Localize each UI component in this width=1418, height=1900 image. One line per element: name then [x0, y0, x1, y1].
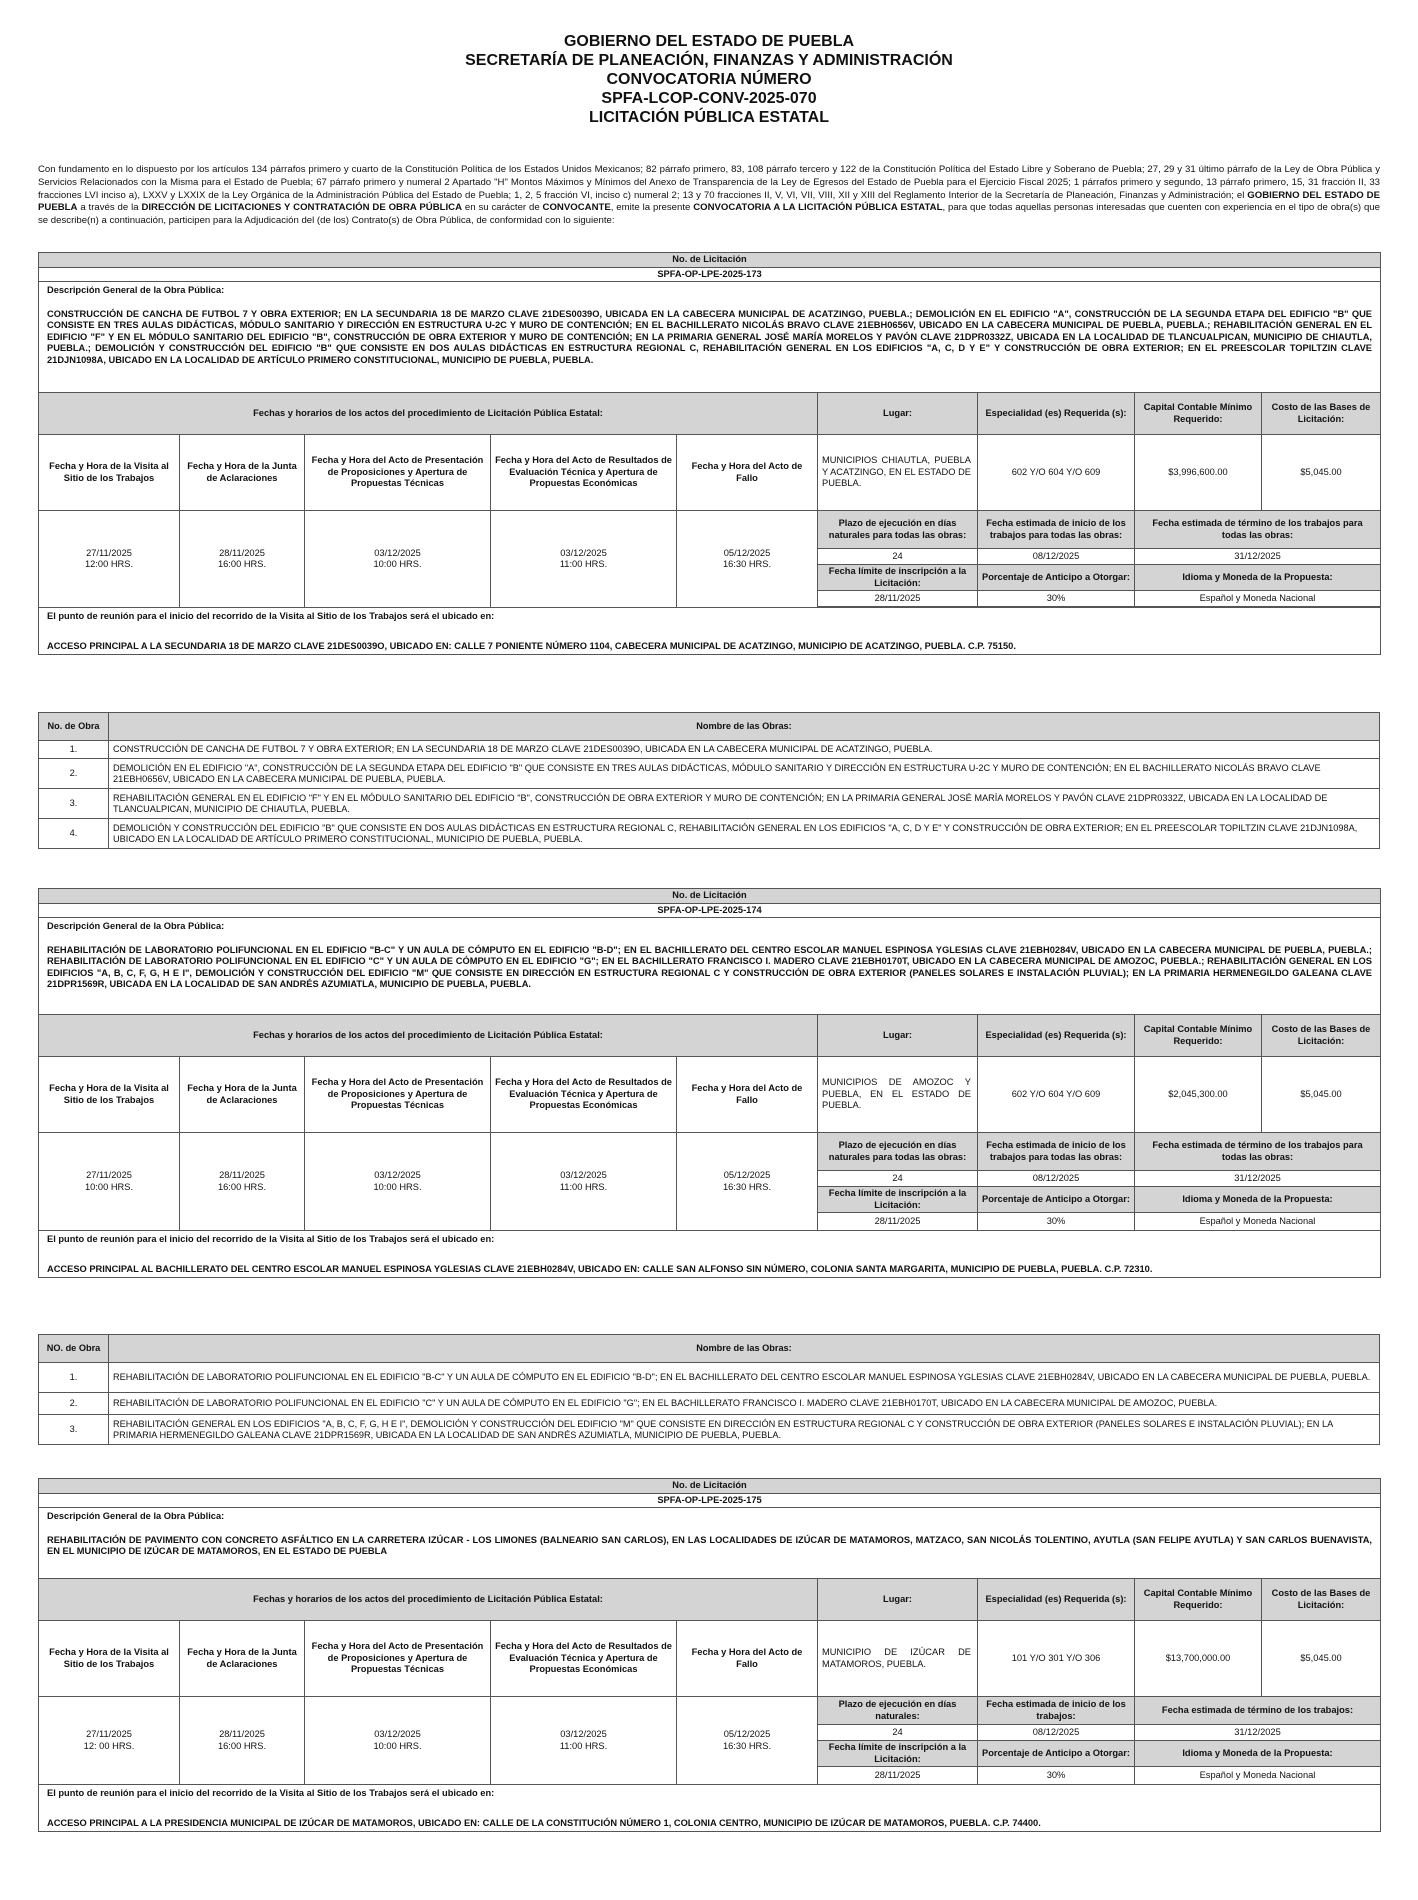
obras-table-173 — [38, 712, 1380, 849]
capital-label: Capital Contable Mínimo Requerido: — [1135, 1015, 1262, 1057]
no-licitacion-label: No. de Licitación — [39, 1479, 1381, 1494]
header-line-tipo: LICITACIÓN PÚBLICA ESTATAL — [589, 109, 829, 126]
capital-label: Capital Contable Mínimo Requerido: — [1135, 393, 1262, 435]
plazo-label: Plazo de ejecución en días naturales para todas las obras: — [818, 511, 978, 549]
presentacion-value: 03/12/2025 10:00 HRS. — [305, 1133, 491, 1231]
idioma-label: Idioma y Moneda de la Propuesta: — [1135, 1741, 1381, 1767]
inicio-value: 08/12/2025 — [978, 1725, 1135, 1741]
visita-value: 27/11/2025 10:00 HRS. — [39, 1133, 180, 1231]
header-line-secretaria: SECRETARÍA DE PLANEACIÓN, FINANZAS Y ADMINISTRACIÓN — [465, 52, 953, 69]
visita-label: Fecha y Hora de la Visita al Sitio de los Trabajos — [39, 1057, 180, 1133]
no-licitacion-label: No. de Licitación — [39, 889, 1381, 904]
header-line-numero: SPFA-LCOP-CONV-2025-070 — [601, 90, 817, 107]
table-row: 2. REHABILITACIÓN DE LABORATORIO POLIFUNCIONAL EN EL EDIFICIO "C" Y UN AULA DE CÓMPUTO EN EL EDIFICIO "G"; EN EL BACHILLERATO FRANCISCO I. MADERO CLAVE 21EBH0170T, UBICADO EN LA CABECERA MUNICIPAL DE AMOZOC, PUEBLA. — [39, 1393, 1380, 1415]
descripcion-label: Descripción General de la Obra Pública: — [47, 285, 225, 295]
licitacion-table — [38, 1478, 1381, 1832]
descripcion-cell — [39, 282, 1381, 393]
lugar-label: Lugar: — [818, 393, 978, 435]
punto-reunion-text: ACCESO PRINCIPAL A LA SECUNDARIA 18 DE MARZO CLAVE 21DES0039O, UBICADO EN: CALLE 7 PONIENTE NÚMERO 1104, CABECERA MUNICIPAL DE ACATZINGO, MUNICIPIO DE ACATZINGO, PUEBLA. C.P. 75150. — [47, 640, 1016, 651]
capital-value: $2,045,300.00 — [1135, 1057, 1262, 1133]
inicio-value: 08/12/2025 — [978, 1171, 1135, 1187]
visita-value: 27/11/2025 12:00 HRS. — [39, 511, 180, 608]
costo-value: $5,045.00 — [1262, 1057, 1381, 1133]
descripcion-label: Descripción General de la Obra Pública: — [47, 921, 225, 931]
especialidad-label: Especialidad (es) Requerida (s): — [978, 393, 1135, 435]
presentacion-label: Fecha y Hora del Acto de Presentación de Proposiciones y Apertura de Propuestas Técnicas — [305, 1057, 491, 1133]
capital-value: $13,700,000.00 — [1135, 1621, 1262, 1697]
limite-label: Fecha límite de inscripción a la Licitación: — [818, 1187, 978, 1213]
anticipo-value: 30% — [978, 591, 1135, 607]
resultados-value: 03/12/2025 11:00 HRS. — [491, 1697, 677, 1785]
inicio-label: Fecha estimada de inicio de los trabajos para todas las obras: — [978, 511, 1135, 549]
limite-label: Fecha límite de inscripción a la Licitación: — [818, 1741, 978, 1767]
licitacion-section-174 — [38, 888, 1380, 1278]
termino-value: 31/12/2025 — [1135, 549, 1381, 565]
costo-label: Costo de las Bases de Licitación: — [1262, 393, 1381, 435]
lugar-value: MUNICIPIO DE IZÚCAR DE MATAMOROS, PUEBLA. — [818, 1621, 978, 1697]
lugar-value: MUNICIPIOS DE AMOZOC Y PUEBLA, EN EL ESTADO DE PUEBLA. — [818, 1057, 978, 1133]
idioma-value: Español y Moneda Nacional — [1135, 1767, 1381, 1785]
costo-value: $5,045.00 — [1262, 1621, 1381, 1697]
table-row: 3. REHABILITACIÓN GENERAL EN LOS EDIFICIOS "A, B, C, F, G, H E I", DEMOLICIÓN Y CONSTRUCCIÓN DEL EDIFICIO "M" QUE CONSISTE EN DIRECCIÓN EN ESTRUCTURA REGIONAL C Y CONSTRUCCIÓN DE OBRA EXTERIOR (PANELES SOLARES E INSTALACIÓN PLUVIAL); EN LA PRIMARIA HERMENEGILDO GALEANA CLAVE 21DPR1569R, UBICADA EN LA LOCALIDAD DE SAN ANDRÉS AZUMIATLA, MUNICIPIO DE PUEBLA, PUEBLA. — [39, 1415, 1380, 1445]
anticipo-label: Porcentaje de Anticipo a Otorgar: — [978, 565, 1135, 591]
punto-reunion-text: ACCESO PRINCIPAL AL BACHILLERATO DEL CENTRO ESCOLAR MANUEL ESPINOSA YGLESIAS CLAVE 21EBH0284V, UBICADO EN: CALLE SAN ALFONSO SIN NÚMERO, COLONIA SANTA MARGARITA, MUNICIPIO DE PUEBLA, PUEBLA. C.P. 72310. — [47, 1263, 1153, 1274]
termino-label: Fecha estimada de término de los trabajos para todas las obras: — [1135, 511, 1381, 549]
fallo-label: Fecha y Hora del Acto de Fallo — [677, 1057, 818, 1133]
table-row: 3. REHABILITACIÓN GENERAL EN EL EDIFICIO "F" Y EN EL MÓDULO SANITARIO DEL EDIFICIO "B", CONSTRUCCIÓN DE OBRA EXTERIOR Y MURO DE CONTENCIÓN; EN LA PRIMARIA GENERAL JOSÉ MARÍA MORELOS Y PAVÓN CLAVE 21DPR0332Z, UBICADA EN LA LOCALIDAD DE TLANCUALPICAN, MUNICIPIO DE CHIAUTLA, PUEBLA. — [39, 789, 1380, 819]
licitacion-section-175 — [38, 1478, 1380, 1832]
costo-value: $5,045.00 — [1262, 435, 1381, 511]
punto-reunion-cell — [39, 1231, 1381, 1278]
resultados-value: 03/12/2025 11:00 HRS. — [491, 511, 677, 608]
junta-label: Fecha y Hora de la Junta de Aclaraciones — [180, 1057, 305, 1133]
anticipo-label: Porcentaje de Anticipo a Otorgar: — [978, 1187, 1135, 1213]
resultados-label: Fecha y Hora del Acto de Resultados de Evaluación Técnica y Apertura de Propuestas Económicas — [491, 435, 677, 511]
fechas-horarios-label: Fechas y horarios de los actos del procedimiento de Licitación Pública Estatal: — [39, 393, 818, 435]
table-row: 2. DEMOLICIÓN EN EL EDIFICIO "A", CONSTRUCCIÓN DE LA SEGUNDA ETAPA DEL EDIFICIO "B" QUE CONSISTE EN TRES AULAS DIDÁCTICAS, MÓDULO SANITARIO Y DIRECCIÓN EN ESTRUCTURA U-2C Y MURO DE CONTENCIÓN; EN EL BACHILLERATO NICOLÁS BRAVO CLAVE 21EBH0656V, UBICADO EN LA CABECERA MUNICIPAL DE PUEBLA, PUEBLA. — [39, 759, 1380, 789]
presentacion-label: Fecha y Hora del Acto de Presentación de Proposiciones y Apertura de Propuestas Técnicas — [305, 1621, 491, 1697]
junta-label: Fecha y Hora de la Junta de Aclaraciones — [180, 1621, 305, 1697]
termino-label: Fecha estimada de término de los trabajos para todas las obras: — [1135, 1133, 1381, 1171]
limite-value: 28/11/2025 — [818, 591, 978, 607]
anticipo-value: 30% — [978, 1213, 1135, 1231]
inicio-label: Fecha estimada de inicio de los trabajos: — [978, 1697, 1135, 1725]
termino-value: 31/12/2025 — [1135, 1725, 1381, 1741]
fechas-horarios-label: Fechas y horarios de los actos del procedimiento de Licitación Pública Estatal: — [39, 1579, 818, 1621]
document-header — [0, 0, 1418, 127]
descripcion-text: REHABILITACIÓN DE LABORATORIO POLIFUNCIONAL EN EL EDIFICIO "B-C" Y UN AULA DE CÓMPUTO EN EL EDIFICIO "B-D"; EN EL BACHILLERATO DEL CENTRO ESCOLAR MANUEL ESPINOSA YGLESIAS CLAVE 21EBH0284V, UBICADO EN LA CABECERA MUNICIPAL DE PUEBLA, PUEBLA.; REHABILITACIÓN DE LABORATORIO POLIFUNCIONAL EN EL EDIFICIO "C" Y UN AULA DE CÓMPUTO EN EL EDIFICIO "G"; EN EL BACHILLERATO FRANCISCO I. MADERO CLAVE 21EBH0170T, UBICADO EN LA CABECERA MUNICIPAL DE AMOZOC, PUEBLA.; REHABILITACIÓN GENERAL EN LOS EDIFICIOS "A, B, C, F, G, H E I", DEMOLICIÓN Y CONSTRUCCIÓN DEL EDIFICIO "M" QUE CONSISTE EN DIRECCIÓN EN ESTRUCTURA REGIONAL C Y CONSTRUCCIÓN DE OBRA EXTERIOR (PANELES SOLARES E INSTALACIÓN PLUVIAL); EN LA PRIMARIA HERMENEGILDO GALEANA CLAVE 21DPR1569R, UBICADA EN LA LOCALIDAD DE SAN ANDRÉS AZUMIATLA, MUNICIPIO DE PUEBLA, PUEBLA. — [47, 944, 1372, 989]
idioma-value: Español y Moneda Nacional — [1135, 591, 1381, 607]
junta-value: 28/11/2025 16:00 HRS. — [180, 1133, 305, 1231]
lugar-value: MUNICIPIOS CHIAUTLA, PUEBLA Y ACATZINGO, EN EL ESTADO DE PUEBLA. — [818, 435, 978, 511]
resultados-label: Fecha y Hora del Acto de Resultados de Evaluación Técnica y Apertura de Propuestas Económicas — [491, 1057, 677, 1133]
visita-label: Fecha y Hora de la Visita al Sitio de los Trabajos — [39, 1621, 180, 1697]
no-licitacion-label: No. de Licitación — [39, 253, 1381, 268]
idioma-label: Idioma y Moneda de la Propuesta: — [1135, 1187, 1381, 1213]
visita-value: 27/11/2025 12: 00 HRS. — [39, 1697, 180, 1785]
costo-label: Costo de las Bases de Licitación: — [1262, 1015, 1381, 1057]
header-line-gobierno: GOBIERNO DEL ESTADO DE PUEBLA — [563, 33, 855, 50]
plazo-value: 24 — [818, 549, 978, 565]
especialidad-value: 101 Y/O 301 Y/O 306 — [978, 1621, 1135, 1697]
intro-paragraph: Con fundamento en lo dispuesto por los artículos 134 párrafos primero y cuarto de la Constitución Política de los Estados Unidos Mexicanos; 82 párrafo primero, 83, 108 párrafo tercero y 122 de la Constitución Política del Estado Libre y Soberano de Puebla; 27, 29 y 31 último párrafo de la Ley de Obra Pública y Servicios Relacionados con la Misma para el Estado de Puebla; 67 párrafo primero y numeral 2 Apartado "H" Montos Máximos y Mínimos del Anexo de Transparencia de la Ley de Egresos del Estado de Puebla para el Ejercicio Fiscal 2025; 1 párrafos primero y segundo, 13 párrafo primero, 15, 31 fracción II, 33 fracciones LVI inciso a), LXXV y LXXIX de la Ley Orgánica de la Administración Pública del Estado de Puebla; 1, 2, 5 fracción VI, inciso c) numeral 2; 13 y 70 fracciones II, V, VI, VII, VIII, XII y XIII del Reglamento Interior de la Secretaría de Planeación, Finanzas y Administración; el GOBIERNO DEL ESTADO DE PUEBLA a través de la DIRECCIÓN DE LICITACIONES Y CONTRATACIÓN DE OBRA PÚBLICA en su carácter de CONVOCANTE, emite la presente CONVOCATORIA A LA LICITACIÓN PÚBLICA ESTATAL, para que todas aquellas personas interesadas que cuenten con experiencia en el tipo de obra(s) que se describe(n) a continuación, participen para la Adjudicación del (de los) Contrato(s) de Obra Pública, de conformidad con lo siguiente: — [38, 164, 1380, 227]
termino-label: Fecha estimada de término de los trabajos: — [1135, 1697, 1381, 1725]
visita-label: Fecha y Hora de la Visita al Sitio de los Trabajos — [39, 435, 180, 511]
licitacion-table — [38, 888, 1381, 1278]
table-row: 1. CONSTRUCCIÓN DE CANCHA DE FUTBOL 7 Y OBRA EXTERIOR; EN LA SECUNDARIA 18 DE MARZO CLAVE 21DES0039O, UBICADA EN LA CABECERA MUNICIPAL DE ACATZINGO, PUEBLA. — [39, 741, 1380, 759]
table-row: 1. REHABILITACIÓN DE LABORATORIO POLIFUNCIONAL EN EL EDIFICIO "B-C" Y UN AULA DE CÓMPUTO EN EL EDIFICIO "B-D"; EN EL BACHILLERATO DEL CENTRO ESCOLAR MANUEL ESPINOSA YGLESIAS CLAVE 21EBH0284V, UBICADO EN LA CABECERA MUNICIPAL DE PUEBLA, PUEBLA. — [39, 1363, 1380, 1393]
junta-label: Fecha y Hora de la Junta de Aclaraciones — [180, 435, 305, 511]
anticipo-label: Porcentaje de Anticipo a Otorgar: — [978, 1741, 1135, 1767]
no-obra-label: NO. de Obra — [39, 1335, 109, 1363]
descripcion-cell — [39, 1508, 1381, 1579]
nombre-obras-label: Nombre de las Obras: — [109, 713, 1380, 741]
limite-value: 28/11/2025 — [818, 1767, 978, 1785]
lugar-label: Lugar: — [818, 1015, 978, 1057]
licitacion-section-173 — [38, 252, 1380, 655]
table-row: 4. DEMOLICIÓN Y CONSTRUCCIÓN DEL EDIFICIO "B" QUE CONSISTE EN DOS AULAS DIDÁCTICAS EN ESTRUCTURA REGIONAL C, REHABILITACIÓN GENERAL EN LOS EDIFICIOS "A, C, D Y E" Y CONSTRUCCIÓN DE OBRA EXTERIOR; EN EL PREESCOLAR TOPILTZIN CLAVE 21DJN1098A, UBICADO EN LA LOCALIDAD DE ARTÍCULO PRIMERO CONSTITUCIONAL, MUNICIPIO DE PUEBLA, PUEBLA. — [39, 819, 1380, 849]
capital-label: Capital Contable Mínimo Requerido: — [1135, 1579, 1262, 1621]
termino-value: 31/12/2025 — [1135, 1171, 1381, 1187]
licitacion-number: SPFA-OP-LPE-2025-174 — [39, 903, 1381, 918]
plazo-value: 24 — [818, 1725, 978, 1741]
plazo-value: 24 — [818, 1171, 978, 1187]
especialidad-value: 602 Y/O 604 Y/O 609 — [978, 1057, 1135, 1133]
costo-label: Costo de las Bases de Licitación: — [1262, 1579, 1381, 1621]
especialidad-label: Especialidad (es) Requerida (s): — [978, 1579, 1135, 1621]
limite-label: Fecha límite de inscripción a la Licitación: — [818, 565, 978, 591]
descripcion-label: Descripción General de la Obra Pública: — [47, 1511, 225, 1521]
plazo-label: Plazo de ejecución en días naturales: — [818, 1697, 978, 1725]
idioma-value: Español y Moneda Nacional — [1135, 1213, 1381, 1231]
fallo-label: Fecha y Hora del Acto de Fallo — [677, 435, 818, 511]
plazo-label: Plazo de ejecución en días naturales para todas las obras: — [818, 1133, 978, 1171]
junta-value: 28/11/2025 16:00 HRS. — [180, 511, 305, 608]
licitacion-table — [38, 252, 1381, 655]
lugar-label: Lugar: — [818, 1579, 978, 1621]
anticipo-value: 30% — [978, 1767, 1135, 1785]
fallo-value: 05/12/2025 16:30 HRS. — [677, 1133, 818, 1231]
licitacion-number: SPFA-OP-LPE-2025-173 — [39, 267, 1381, 282]
especialidad-value: 602 Y/O 604 Y/O 609 — [978, 435, 1135, 511]
punto-reunion-cell — [39, 1785, 1381, 1832]
limite-value: 28/11/2025 — [818, 1213, 978, 1231]
descripcion-text: CONSTRUCCIÓN DE CANCHA DE FUTBOL 7 Y OBRA EXTERIOR; EN LA SECUNDARIA 18 DE MARZO CLAVE 21DES0039O, UBICADA EN LA CABECERA MUNICIPAL DE ACATZINGO, PUEBLA.; DEMOLICIÓN EN EL EDIFICIO "A", CONSTRUCCIÓN DE LA SEGUNDA ETAPA DEL EDIFICIO "B" QUE CONSISTE EN TRES AULAS DIDÁCTICAS, MÓDULO SANITARIO Y DIRECCIÓN EN ESTRUCTURA U-2C Y MURO DE CONTENCIÓN; EN EL BACHILLERATO NICOLÁS BRAVO CLAVE 21EBH0656V, UBICADO EN LA CABECERA MUNICIPAL DE PUEBLA, PUEBLA.; REHABILITACIÓN GENERAL EN EL EDIFICIO "F" Y EN EL MÓDULO SANITARIO DEL EDIFICIO "B", CONSTRUCCIÓN DE OBRA EXTERIOR Y MURO DE CONTENCIÓN; EN LA PRIMARIA GENERAL JOSÉ MARÍA MORELOS Y PAVÓN CLAVE 21DPR0332Z, UBICADA EN LA LOCALIDAD DE TLANCUALPICAN, MUNICIPIO DE CHIAUTLA, PUEBLA.; DEMOLICIÓN Y CONSTRUCCIÓN DEL EDIFICIO "B" QUE CONSISTE EN DOS AULAS DIDÁCTICAS EN ESTRUCTURA REGIONAL C, REHABILITACIÓN GENERAL EN LOS EDIFICIOS "A, C, D Y E" Y CONSTRUCCIÓN DE OBRA EXTERIOR; EN EL PREESCOLAR TOPILTZIN CLAVE 21DJN1098A, UBICADO EN LA LOCALIDAD DE ARTÍCULO PRIMERO CONSTITUCIONAL, MUNICIPIO DE PUEBLA, PUEBLA. — [47, 308, 1372, 365]
punto-reunion-label: El punto de reunión para el inicio del recorrido de la Visita al Sitio de los Trabajos será el ubicado en: — [47, 1788, 495, 1798]
nombre-obras-label: Nombre de las Obras: — [109, 1335, 1380, 1363]
fechas-horarios-label: Fechas y horarios de los actos del procedimiento de Licitación Pública Estatal: — [39, 1015, 818, 1057]
licitacion-number: SPFA-OP-LPE-2025-175 — [39, 1493, 1381, 1508]
capital-value: $3,996,600.00 — [1135, 435, 1262, 511]
punto-reunion-cell — [39, 608, 1381, 655]
presentacion-label: Fecha y Hora del Acto de Presentación de Proposiciones y Apertura de Propuestas Técnicas — [305, 435, 491, 511]
no-obra-label: No. de Obra — [39, 713, 109, 741]
obras-table-174 — [38, 1334, 1380, 1445]
descripcion-cell — [39, 918, 1381, 1015]
descripcion-text: REHABILITACIÓN DE PAVIMENTO CON CONCRETO ASFÁLTICO EN LA CARRETERA IZÚCAR - LOS LIMONES (BALNEARIO SAN CARLOS), EN LAS LOCALIDADES DE IZÚCAR DE MATAMOROS, MATZACO, SAN NICOLÁS TOLENTINO, AYUTLA (SAN FELIPE AYUTLA) Y SAN CARLOS BUENAVISTA, EN EL MUNICIPIO DE IZÚCAR DE MATAMOROS, EN EL ESTADO DE PUEBLA — [47, 1534, 1372, 1556]
presentacion-value: 03/12/2025 10:00 HRS. — [305, 1697, 491, 1785]
punto-reunion-label: El punto de reunión para el inicio del recorrido de la Visita al Sitio de los Trabajos será el ubicado en: — [47, 1234, 495, 1244]
resultados-value: 03/12/2025 11:00 HRS. — [491, 1133, 677, 1231]
fallo-label: Fecha y Hora del Acto de Fallo — [677, 1621, 818, 1697]
idioma-label: Idioma y Moneda de la Propuesta: — [1135, 565, 1381, 591]
fallo-value: 05/12/2025 16:30 HRS. — [677, 511, 818, 608]
especialidad-label: Especialidad (es) Requerida (s): — [978, 1015, 1135, 1057]
inicio-value: 08/12/2025 — [978, 549, 1135, 565]
punto-reunion-label: El punto de reunión para el inicio del recorrido de la Visita al Sitio de los Trabajos será el ubicado en: — [47, 611, 495, 621]
presentacion-value: 03/12/2025 10:00 HRS. — [305, 511, 491, 608]
header-line-convocatoria: CONVOCATORIA NÚMERO — [606, 71, 812, 88]
punto-reunion-text: ACCESO PRINCIPAL A LA PRESIDENCIA MUNICIPAL DE IZÚCAR DE MATAMOROS, UBICADO EN: CALLE DE LA CONSTITUCIÓN NÚMERO 1, COLONIA CENTRO, MUNICIPIO DE IZÚCAR DE MATAMOROS, PUEBLA. C.P. 74400. — [47, 1817, 1041, 1828]
resultados-label: Fecha y Hora del Acto de Resultados de Evaluación Técnica y Apertura de Propuestas Económicas — [491, 1621, 677, 1697]
inicio-label: Fecha estimada de inicio de los trabajos para todas las obras: — [978, 1133, 1135, 1171]
junta-value: 28/11/2025 16:00 HRS. — [180, 1697, 305, 1785]
fallo-value: 05/12/2025 16:30 HRS. — [677, 1697, 818, 1785]
